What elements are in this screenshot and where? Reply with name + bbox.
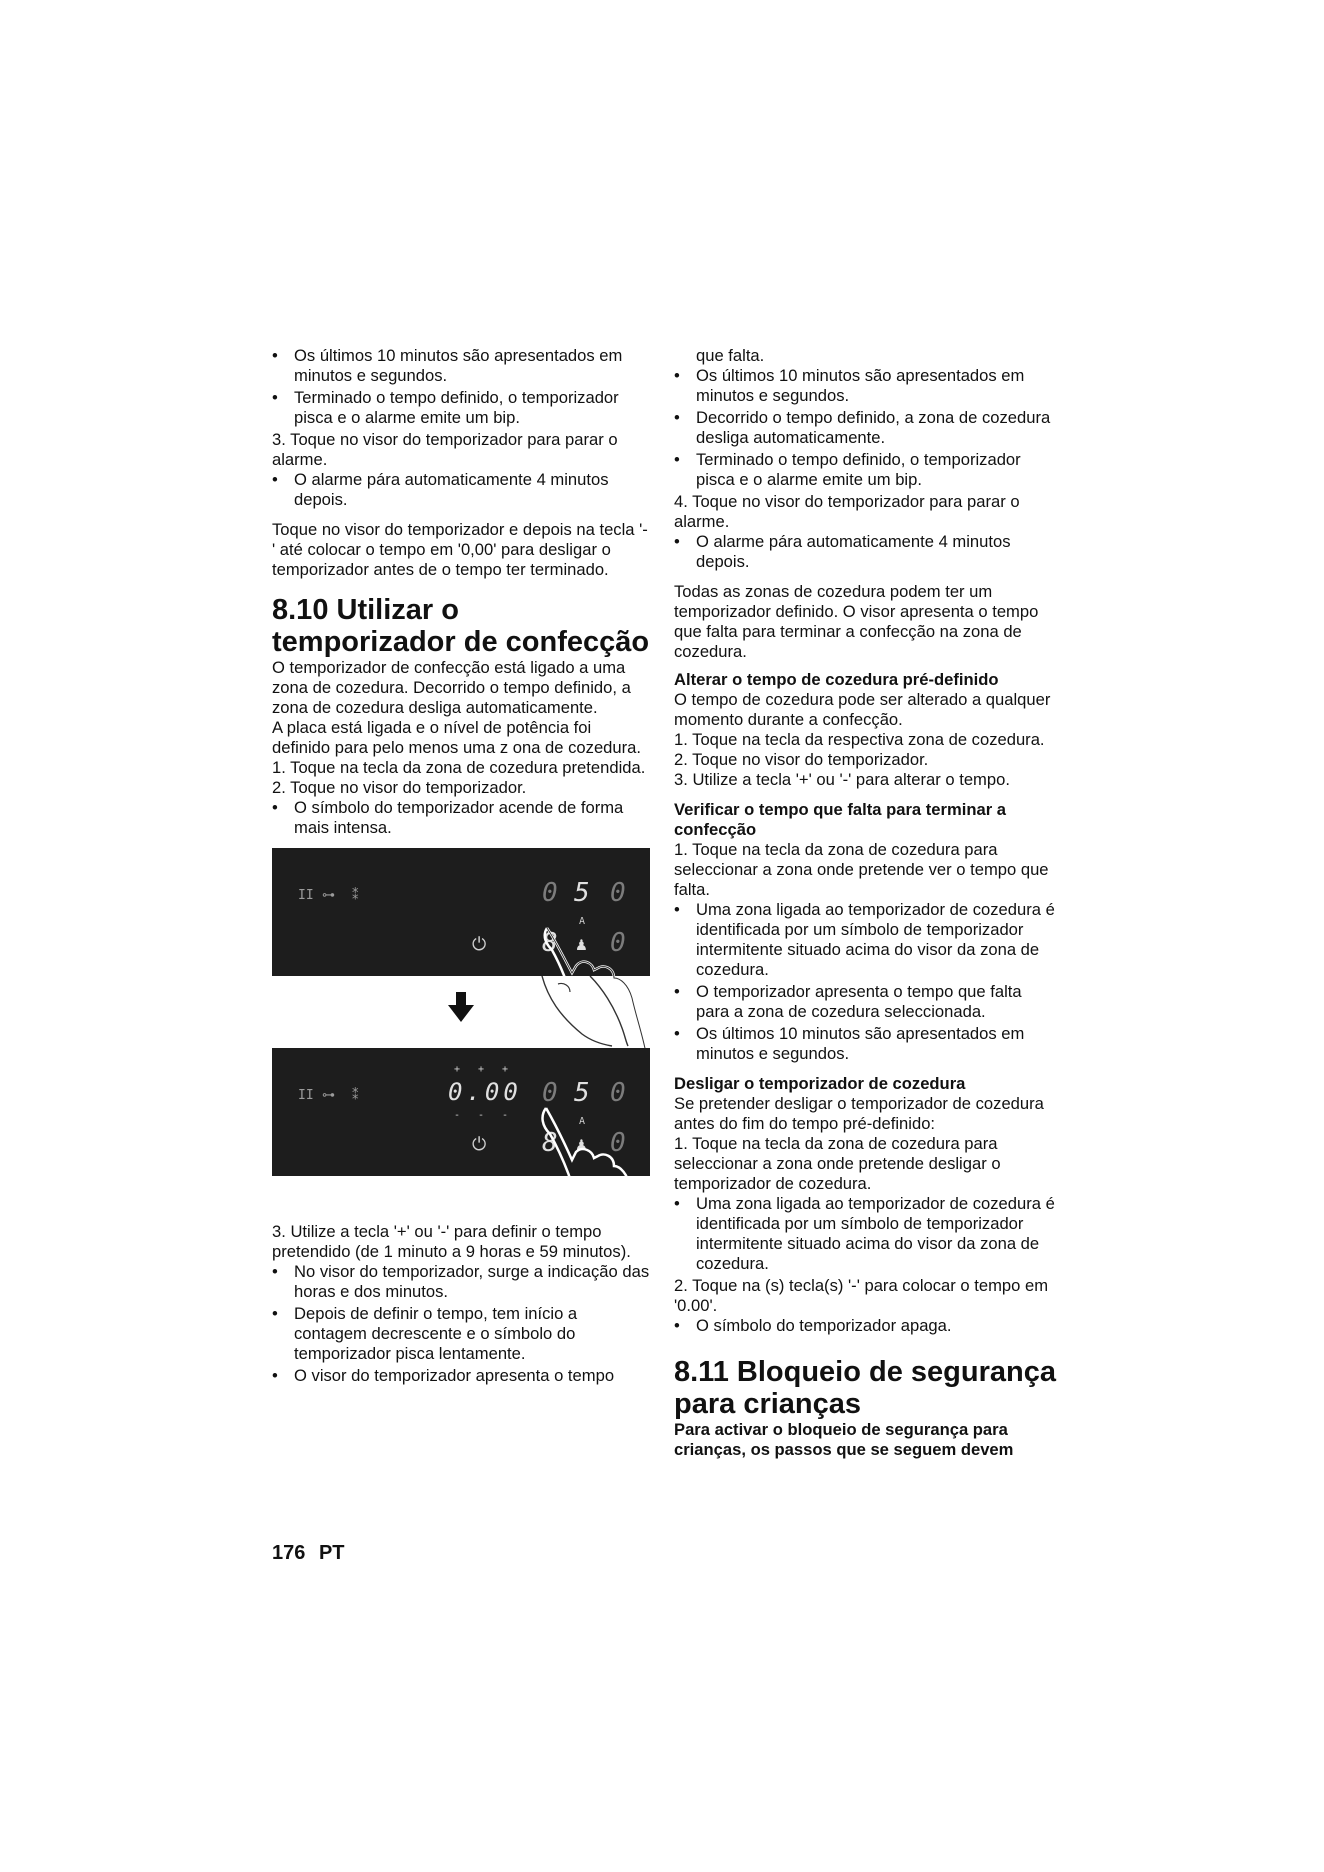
step-2-touch-display: 2. Toque no visor do temporizador. bbox=[272, 778, 527, 797]
step-stop-alarm: 3. Toque no visor do temporizador para parar o alarme. bbox=[272, 430, 618, 469]
subheading-check-time: Verificar o tempo que falta para terminar a confecção bbox=[674, 800, 1006, 839]
hand-outline-icon bbox=[530, 976, 640, 1048]
pause-icon: II bbox=[298, 888, 314, 903]
bullet-remaining-time: • O temporizador apresenta o tempo que falta para a zona de cozedura seleccionada. bbox=[674, 982, 1058, 1022]
zone-marker: A bbox=[579, 916, 586, 927]
bullet-hours-minutes: • No visor do temporizador, surge a indicação das horas e dos minutos. bbox=[272, 1262, 650, 1302]
step-3-plus-minus: 3. Utilize a tecla '+' ou '-' para alterar o tempo. bbox=[674, 770, 1010, 789]
bullet-display-time: • O visor do temporizador apresenta o tempo bbox=[272, 1366, 650, 1386]
zone-marker: A bbox=[579, 1116, 586, 1127]
control-panel-illustration-2 bbox=[272, 1048, 650, 1176]
section-heading-8-11: 8.11 Bloqueio de segurança para crianças bbox=[674, 1356, 1056, 1420]
paragraph-hob-on: A placa está ligada e o nível de potência foi definido para pelo menos uma z ona de cozedura. bbox=[272, 718, 641, 757]
page-footer bbox=[272, 1542, 345, 1565]
paragraph-all-zones: Todas as zonas de cozedura podem ter um temporizador definido. O visor apresenta o tempo que falta para terminar a confecção na zona de cozedura. bbox=[674, 582, 1039, 661]
minus-key: - bbox=[454, 1110, 461, 1121]
display-digit: 8 bbox=[542, 1128, 558, 1158]
timer-icon: ♟ bbox=[576, 1134, 587, 1155]
display-digit: 0 bbox=[542, 878, 558, 908]
section-heading-8-10: 8.10 Utilizar o temporizador de confecção bbox=[272, 594, 650, 658]
paragraph-turn-off-before-end: Se pretender desligar o temporizador de cozedura antes do fim do tempo pré-definido: bbox=[674, 1094, 1044, 1133]
power-icon: ⏻ bbox=[472, 934, 487, 955]
step-1-zone-key: 1. Toque na tecla da respectiva zona de cozedura. bbox=[674, 730, 1045, 749]
step-2-timer-display: 2. Toque no visor do temporizador. bbox=[674, 750, 929, 769]
step-2-minus-key: 2. Toque na (s) tecla(s) '-' para colocar o tempo em '0.00'. bbox=[674, 1276, 1049, 1315]
left-column bbox=[272, 346, 650, 1388]
timer-icon: ♟ bbox=[576, 934, 587, 955]
display-digit: 0 bbox=[610, 1128, 626, 1158]
bullet-symbol-off: • O símbolo do temporizador apaga. bbox=[674, 1316, 1058, 1336]
plus-key: + bbox=[478, 1064, 485, 1075]
down-arrow-icon bbox=[448, 992, 474, 1022]
paragraph-turn-off-timer: Toque no visor do temporizador e depois na tecla '-' até colocar o tempo em '0,00' para desligar o temporizador antes de o tempo ter terminado. bbox=[272, 520, 648, 579]
display-digit: 8 bbox=[542, 928, 558, 958]
step-1-select-zone: 1. Toque na tecla da zona de cozedura para seleccionar a zona onde pretende ver o tempo que falta. bbox=[674, 840, 1049, 899]
bullet-countdown: • Depois de definir o tempo, tem início a contagem decrescente e o símbolo do temporizador pisca lentamente. bbox=[272, 1304, 650, 1364]
lock-icon: ⊶ bbox=[322, 1088, 335, 1103]
pause-icon: II bbox=[298, 1088, 314, 1103]
bullet-last-minutes: • Os últimos 10 minutos são apresentados em minutos e segundos. bbox=[272, 346, 650, 386]
step-1-select-zone-off: 1. Toque na tecla da zona de cozedura para seleccionar a zona onde pretende desligar o temporizador de cozedura. bbox=[674, 1134, 1001, 1193]
pointing-hand-icon bbox=[534, 1108, 654, 1228]
minus-key: - bbox=[502, 1110, 509, 1121]
plus-key: + bbox=[454, 1064, 461, 1075]
language-code: PT bbox=[318, 1542, 345, 1564]
continued-text: que falta. bbox=[696, 346, 765, 365]
power-icon: ⏻ bbox=[472, 1134, 487, 1155]
paragraph-timer-intro: O temporizador de confecção está ligado a uma zona de cozedura. Decorrido o tempo definido, a zona de cozedura desliga automaticamente. bbox=[272, 658, 631, 717]
paragraph-change-time: O tempo de cozedura pode ser alterado a qualquer momento durante a confecção. bbox=[674, 690, 1051, 729]
bullet-timer-end: • Terminado o tempo definido, o temporizador pisca e o alarme emite um bip. bbox=[272, 388, 650, 428]
plus-key: + bbox=[502, 1064, 509, 1075]
bullet-alarm-stops: • O alarme pára automaticamente 4 minutos depois. bbox=[272, 470, 650, 510]
display-digit: 0 bbox=[610, 928, 626, 958]
paragraph-child-lock: Para activar o bloqueio de segurança para crianças, os passos que se seguem devem bbox=[674, 1420, 1014, 1459]
bullet-symbol-brighter: • O símbolo do temporizador acende de forma mais intensa. bbox=[272, 798, 650, 838]
display-digit: 0 bbox=[542, 1078, 558, 1108]
step-4-stop-alarm: 4. Toque no visor do temporizador para parar o alarme. bbox=[674, 492, 1020, 531]
display-digit: 5 bbox=[574, 1078, 590, 1108]
heat-icon: ⁑ bbox=[352, 888, 359, 903]
bullet-zone-identified: • Uma zona ligada ao temporizador de cozedura é identificada por um símbolo de temporizador intermitente situado acima do visor da zona de cozedura. bbox=[674, 900, 1058, 980]
control-panel-illustration-1 bbox=[272, 848, 650, 976]
bullet-zone-off: • Decorrido o tempo definido, a zona de cozedura desliga automaticamente. bbox=[674, 408, 1058, 448]
timer-display: 0.00 bbox=[448, 1078, 522, 1106]
page-number: 176 bbox=[272, 1542, 306, 1564]
lock-icon: ⊶ bbox=[322, 888, 335, 903]
display-digit: 0 bbox=[610, 1078, 626, 1108]
down-arrow-area bbox=[272, 976, 650, 1048]
bullet-last-minutes-right: • Os últimos 10 minutos são apresentados em minutos e segundos. bbox=[674, 366, 1058, 406]
display-digit: 5 bbox=[574, 878, 590, 908]
bullet-last-minutes-check: • Os últimos 10 minutos são apresentados em minutos e segundos. bbox=[674, 1024, 1058, 1064]
minus-key: - bbox=[478, 1110, 485, 1121]
heat-icon: ⁑ bbox=[352, 1088, 359, 1103]
display-digit: 0 bbox=[610, 878, 626, 908]
step-3-set-time: 3. Utilize a tecla '+' ou '-' para definir o tempo pretendido (de 1 minuto a 9 horas e 59 minutos). bbox=[272, 1222, 631, 1261]
bullet-alarm-auto-stop: • O alarme pára automaticamente 4 minutos depois. bbox=[674, 532, 1058, 572]
bullet-zone-identified-off: • Uma zona ligada ao temporizador de cozedura é identificada por um símbolo de temporizador intermitente situado acima do visor da zona de cozedura. bbox=[674, 1194, 1058, 1274]
right-column bbox=[674, 346, 1058, 1460]
step-1-touch-zone: 1. Toque na tecla da zona de cozedura pretendida. bbox=[272, 758, 646, 777]
subheading-change-time: Alterar o tempo de cozedura pré-definido bbox=[674, 670, 999, 689]
subheading-turn-off-timer: Desligar o temporizador de cozedura bbox=[674, 1074, 966, 1093]
bullet-timer-beep: • Terminado o tempo definido, o temporizador pisca e o alarme emite um bip. bbox=[674, 450, 1058, 490]
